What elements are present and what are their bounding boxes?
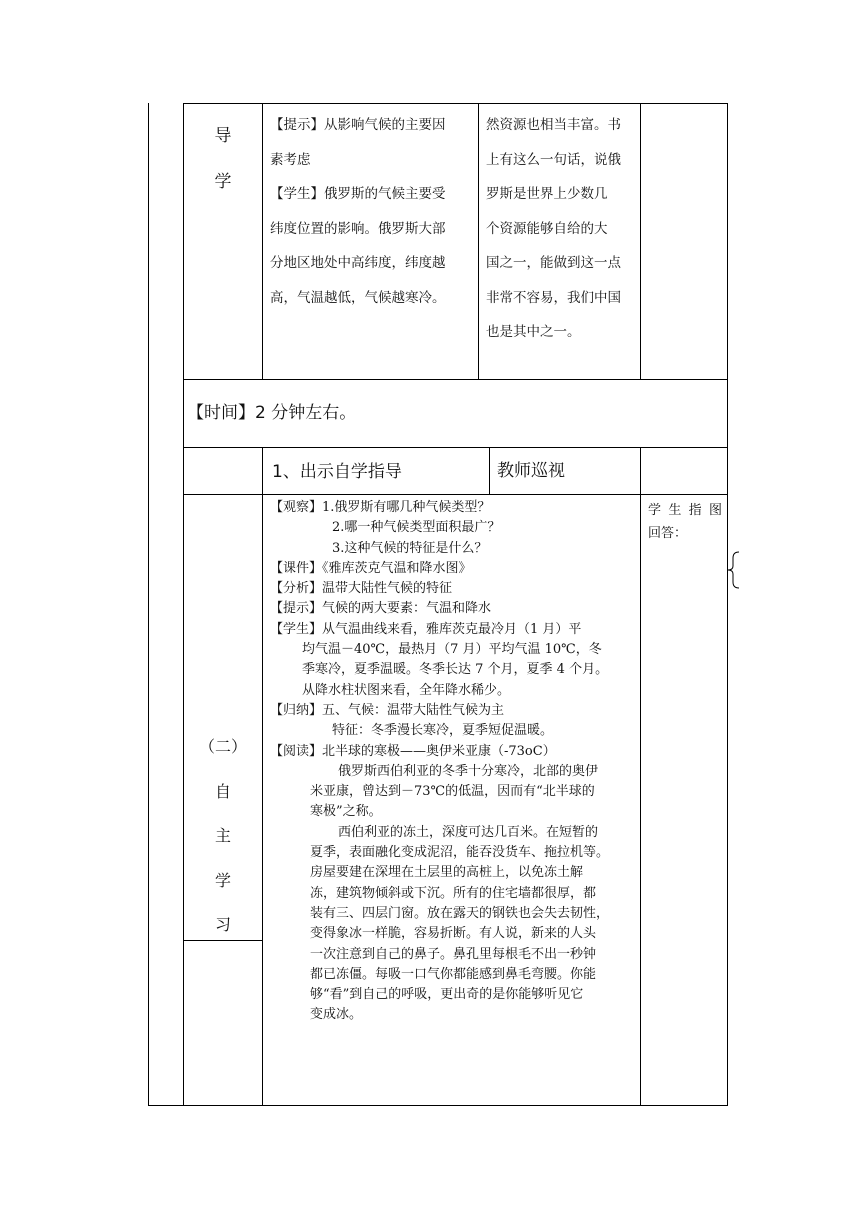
text-line: 高，气温越低，气候越寒冷。 [270, 289, 446, 306]
table-border-right [727, 103, 728, 1106]
text-line: 【阅读】北半球的寒极——奥伊米亚康（-73oC） [270, 743, 556, 759]
text-line: 均气温－40℃，最热月（7 月）平均气温 10℃，冬 [302, 642, 602, 658]
text-line: 上有这么一句话，说俄 [486, 151, 621, 168]
table-top-border [183, 103, 728, 104]
text-line: 俄罗斯西伯利亚的冬季十分寒冷，北部的奥伊 [338, 763, 599, 779]
main-side-label-char: 习 [214, 915, 231, 934]
text-line: 都已冻僵。每吸一口气你都能感到鼻毛弯腰。你能 [310, 966, 597, 982]
table-bottom-border [148, 1105, 728, 1106]
text-line: 【归纳】五、气候：温带大陆性气候为主 [270, 702, 505, 718]
main-content-cell [270, 498, 638, 1026]
table-col-divider-4 [640, 103, 641, 379]
table-col-divider-4b [640, 447, 641, 1106]
main-right-note: 学 生 指 图 回答： [648, 503, 722, 541]
table-col-divider-3b [489, 447, 490, 494]
time-row-text: 【时间】2 分钟左右。 [187, 403, 357, 423]
text-line: 房屋要建在深埋在土层里的高桩上，以免冻土解 [310, 865, 584, 881]
text-line: 米亚康，曾达到－73℃的低温，因而有“北半球的 [310, 784, 595, 800]
table-col-divider-1 [183, 103, 184, 1106]
text-line: 够“看”到自己的呼吸，更出奇的是你能够听见它 [310, 987, 584, 1003]
text-line: 【学生】俄罗斯的气候主要受 [270, 186, 446, 202]
text-line: 非常不容易，我们中国 [486, 289, 621, 306]
brace-mark [725, 550, 745, 590]
text-line: 一次注意到自己的鼻子。鼻孔里每根毛不出一秒钟 [310, 946, 597, 962]
main-side-label-char: 学 [214, 870, 231, 890]
text-line: 冻，建筑物倾斜或下沉。所有的住宅墙都很厚，都 [310, 885, 597, 901]
guide-step-text: 1、出示自学指导 [272, 462, 402, 482]
text-line: 夏季，表面融化变成泥沼，能吞没货车、拖拉机等。 [310, 845, 610, 861]
text-line: 2.哪一种气候类型面积最广？ [332, 520, 501, 536]
text-line: 【提示】气候的两大要素：气温和降水 [270, 601, 492, 617]
text-line: 变成冰。 [310, 1007, 363, 1023]
text-line: 装有三、四层门窗。放在露天的钢铁也会失去韧性， [310, 905, 610, 921]
text-line: 罗斯是世界上少数几 [486, 186, 608, 202]
text-line: 【提示】从影响气候的主要因 [270, 117, 446, 133]
text-line: 也是其中之一。 [486, 324, 581, 340]
top-side-label-char-2: 学 [214, 172, 232, 192]
text-line: 个资源能够自给的大 [486, 220, 608, 237]
row-divider-guide-bottom [183, 494, 728, 495]
text-line: 分地区地处中高纬度，纬度越 [270, 255, 446, 271]
guide-teacher-text: 教师巡视 [497, 461, 565, 481]
text-line: 【课件】《雅库茨克气温和降水图》 [270, 560, 472, 576]
table-col-divider-3 [478, 103, 479, 379]
row-divider-time-bottom [183, 447, 728, 448]
text-line: 素考虑 [270, 151, 311, 168]
table-border-left-outer [148, 103, 149, 1106]
text-line: 然资源也相当丰富。书 [486, 117, 621, 133]
main-side-label-char: 自 [214, 781, 231, 801]
text-line: 纬度位置的影响。俄罗斯大部 [270, 220, 446, 237]
text-line: 寒极”之称。 [310, 804, 382, 820]
top-side-label [183, 113, 263, 205]
text-line: 从降水柱状图来看，全年降水稀少。 [302, 682, 511, 698]
top-right-cell [486, 108, 638, 350]
main-side-label [183, 725, 263, 948]
text-line: 特征：冬季漫长寒冷，夏季短促温暖。 [332, 723, 554, 739]
text-line: 变得象冰一样脆，容易折断。有人说，新来的人头 [310, 926, 597, 942]
text-line: 【分析】温带大陆性气候的特征 [270, 581, 453, 597]
top-left-cell [270, 108, 475, 315]
text-line: 西伯利亚的冻土，深度可达几百米。在短暂的 [338, 824, 599, 840]
text-line: 季寒冷，夏季温暖。冬季长达 7 个月，夏季 4 个月。 [302, 662, 609, 678]
row-divider-time-top [183, 379, 728, 380]
top-side-label-char-1: 导 [214, 126, 232, 146]
text-line: 国之一，能做到这一点 [486, 255, 621, 271]
text-line: 【学生】从气温曲线来看，雅库茨克最冷月（1 月）平 [270, 621, 582, 637]
text-line: 【观察】1.俄罗斯有哪几种气候类型？ [270, 500, 491, 515]
main-side-label-char: 主 [214, 826, 231, 845]
text-line: 3.这种气候的特征是什么？ [332, 540, 488, 556]
main-side-label-char: （二） [198, 737, 247, 756]
